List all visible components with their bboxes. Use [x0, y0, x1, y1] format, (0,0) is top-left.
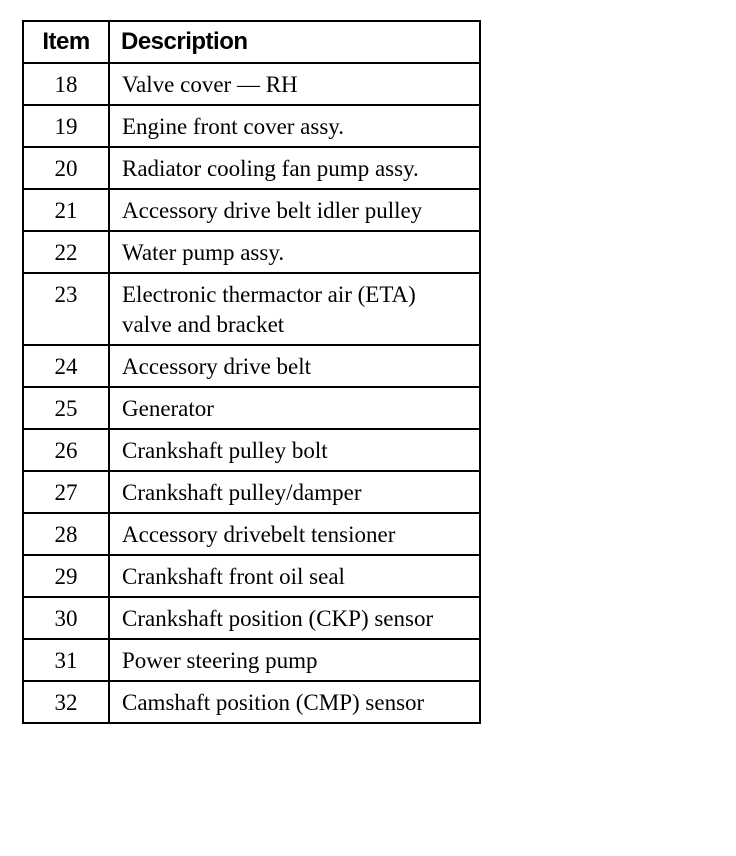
table-row [23, 63, 480, 105]
item-description: Valve cover — RH [109, 63, 480, 105]
item-number: 19 [23, 105, 109, 147]
item-number: 31 [23, 639, 109, 681]
item-description: Crankshaft pulley/damper [109, 471, 480, 513]
table-row [23, 429, 480, 471]
table-row [23, 231, 480, 273]
item-description: Electronic thermactor air (ETA) valve and bracket [109, 273, 480, 345]
table-row [23, 471, 480, 513]
item-description: Radiator cooling fan pump assy. [109, 147, 480, 189]
item-number: 32 [23, 681, 109, 723]
parts-legend-table [22, 20, 481, 724]
item-number: 29 [23, 555, 109, 597]
item-description: Water pump assy. [109, 231, 480, 273]
item-description: Accessory drive belt idler pulley [109, 189, 480, 231]
table-row [23, 597, 480, 639]
table-row [23, 555, 480, 597]
item-number: 30 [23, 597, 109, 639]
item-description: Power steering pump [109, 639, 480, 681]
item-number: 22 [23, 231, 109, 273]
table-row [23, 273, 480, 345]
item-number: 21 [23, 189, 109, 231]
item-description: Crankshaft pulley bolt [109, 429, 480, 471]
item-number: 28 [23, 513, 109, 555]
item-number: 24 [23, 345, 109, 387]
item-number: 26 [23, 429, 109, 471]
item-description: Crankshaft front oil seal [109, 555, 480, 597]
item-number: 25 [23, 387, 109, 429]
table-row [23, 105, 480, 147]
item-number: 20 [23, 147, 109, 189]
item-description: Accessory drivebelt tensioner [109, 513, 480, 555]
table-row [23, 387, 480, 429]
table-row [23, 189, 480, 231]
item-description: Generator [109, 387, 480, 429]
item-column-header: Item [23, 21, 109, 63]
table-header-row [23, 21, 480, 63]
item-description: Engine front cover assy. [109, 105, 480, 147]
table-row [23, 639, 480, 681]
table-row [23, 147, 480, 189]
item-description: Crankshaft position (CKP) sensor [109, 597, 480, 639]
item-number: 27 [23, 471, 109, 513]
table-row [23, 345, 480, 387]
item-number: 23 [23, 273, 109, 345]
item-number: 18 [23, 63, 109, 105]
table-row [23, 681, 480, 723]
item-description: Accessory drive belt [109, 345, 480, 387]
table-row [23, 513, 480, 555]
item-description: Camshaft position (CMP) sensor [109, 681, 480, 723]
description-column-header: Description [109, 21, 480, 63]
